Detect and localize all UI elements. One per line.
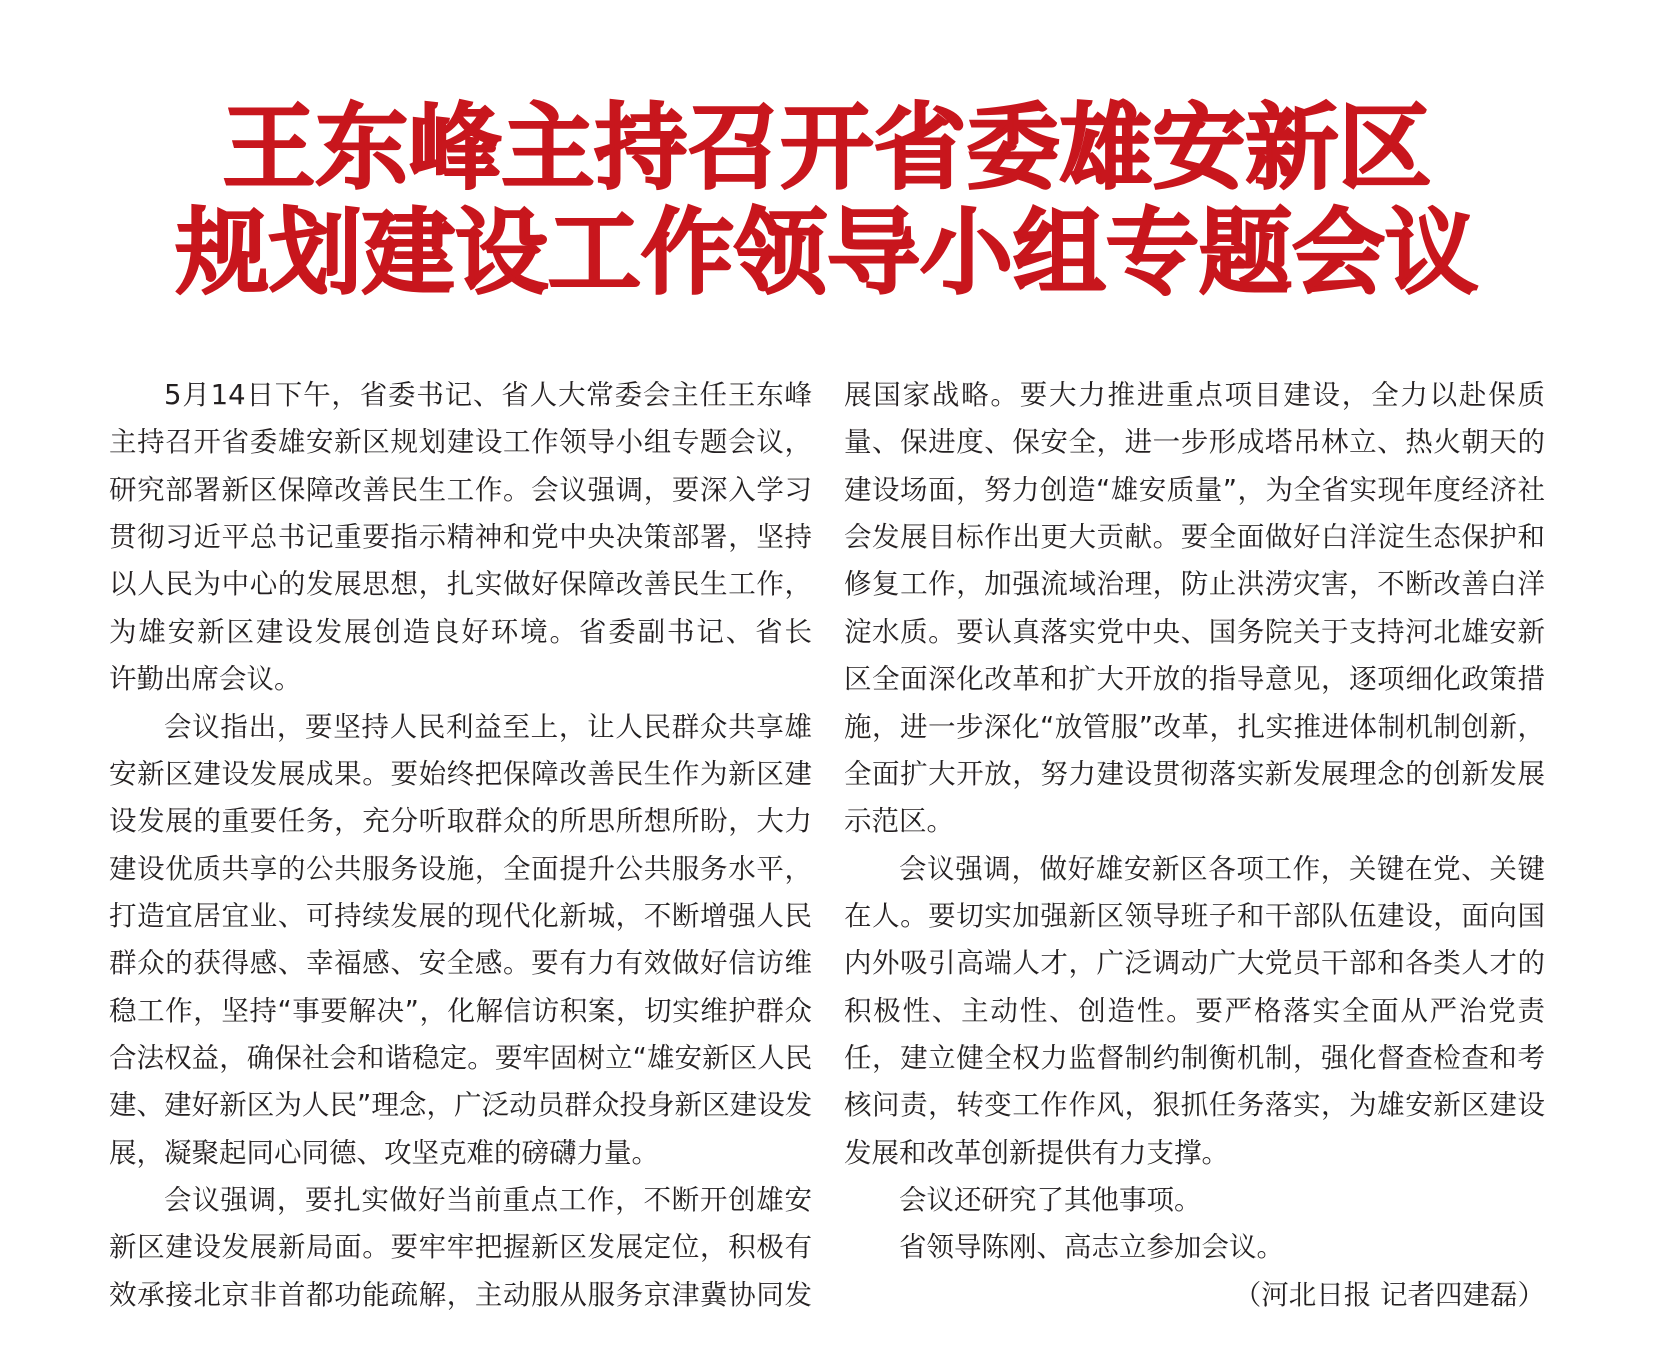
body-text-line: 会议强调，要扎实做好当前重点工作，不断开创雄安 — [164, 1184, 812, 1217]
paragraph-3-part-1 — [109, 1177, 812, 1319]
byline: （河北日报 记者四建磊） — [1233, 1278, 1545, 1311]
body-text-line: 建设优质共享的公共服务设施，全面提升公共服务水平， — [109, 852, 812, 885]
body-text-line: 发展和改革创新提供有力支撑。 — [844, 1136, 1229, 1169]
paragraph-3-part-2 — [844, 372, 1545, 846]
body-text-line: 建、建好新区为人民”理念，广泛动员群众投身新区建设发 — [109, 1089, 812, 1122]
body-text-line: 示范区。 — [844, 805, 954, 838]
body-text-line: 新区建设发展新局面。要牢牢把握新区发展定位，积极有 — [109, 1231, 812, 1264]
body-text-line: 量、保进度、保安全，进一步形成塔吊林立、热火朝天的 — [844, 426, 1545, 459]
paragraph-6 — [844, 1224, 1545, 1271]
body-text-line: 区全面深化改革和扩大开放的指导意见，逐项细化政策措 — [844, 663, 1545, 696]
body-text-line: 会议还研究了其他事项。 — [899, 1184, 1202, 1217]
body-text-line: 安新区建设发展成果。要始终把保障改善民生作为新区建 — [109, 757, 812, 790]
left-column — [109, 372, 812, 1319]
body-text-line: 修复工作，加强流域治理，防止洪涝灾害，不断改善白洋 — [844, 568, 1545, 601]
body-text-line: 省领导陈刚、高志立参加会议。 — [899, 1231, 1284, 1264]
body-text-line: 主持召开省委雄安新区规划建设工作领导小组专题会议， — [109, 426, 812, 459]
right-column — [844, 372, 1545, 1319]
body-text-line: 核问责，转变工作作风，狠抓任务落实，为雄安新区建设 — [844, 1089, 1545, 1122]
body-text-line: 全面扩大开放，努力建设贯彻落实新发展理念的创新发展 — [844, 757, 1545, 790]
body-text-line: 以人民为中心的发展思想，扎实做好保障改善民生工作， — [109, 568, 812, 601]
body-text-line: 会议指出，要坚持人民利益至上，让人民群众共享雄 — [164, 710, 812, 743]
paragraph-5 — [844, 1177, 1545, 1224]
body-text-line: 5月14日下午，省委书记、省人大常委会主任王东峰 — [164, 379, 812, 411]
body-text-line: 积极性、主动性、创造性。要严格落实全面从严治党责 — [844, 994, 1545, 1027]
body-text-line: 在人。要切实加强新区领导班子和干部队伍建设，面向国 — [844, 899, 1545, 932]
body-text-line: 展，凝聚起同心同德、攻坚克难的磅礴力量。 — [109, 1136, 659, 1169]
body-text-line: 会发展目标作出更大贡献。要全面做好白洋淀生态保护和 — [844, 521, 1545, 554]
body-text-line: 打造宜居宜业、可持续发展的现代化新城，不断增强人民 — [109, 899, 812, 932]
headline-line-2: 规划建设工作领导小组专题会议 — [176, 199, 1478, 307]
headline — [0, 96, 1654, 306]
headline-line-1: 王东峰主持召开省委雄安新区 — [222, 94, 1432, 202]
body-text-line: 研究部署新区保障改善民生工作。会议强调，要深入学习 — [109, 473, 812, 506]
body-text-line: 许勤出席会议。 — [109, 663, 302, 696]
body-text-line: 合法权益，确保社会和谐稳定。要牢固树立“雄安新区人民 — [109, 1042, 812, 1075]
body-text-line: 为雄安新区建设发展创造良好环境。省委副书记、省长 — [109, 615, 812, 648]
body-text-line: 会议强调，做好雄安新区各项工作，关键在党、关键 — [899, 852, 1545, 885]
paragraph-2 — [109, 704, 812, 1178]
body-text-line: 效承接北京非首都功能疏解，主动服从服务京津冀协同发 — [109, 1278, 812, 1311]
body-text-line: 贯彻习近平总书记重要指示精神和党中央决策部署，坚持 — [109, 521, 812, 554]
body-text-line: 施，进一步深化“放管服”改革，扎实推进体制机制创新， — [844, 710, 1545, 743]
body-text-line: 稳工作，坚持“事要解决”，化解信访积案，切实维护群众 — [109, 994, 812, 1027]
body-text-line: 内外吸引高端人才，广泛调动广大党员干部和各类人才的 — [844, 947, 1545, 980]
body-text-line: 群众的获得感、幸福感、安全感。要有力有效做好信访维 — [109, 947, 812, 980]
body-text-line: 任，建立健全权力监督制约制衡机制，强化督查检查和考 — [844, 1042, 1545, 1075]
body-text-line: 建设场面，努力创造“雄安质量”，为全省实现年度经济社 — [844, 473, 1545, 506]
body-text-line: 设发展的重要任务，充分听取群众的所思所想所盼，大力 — [109, 805, 812, 838]
paragraph-1 — [109, 372, 812, 704]
body-text-line: 展国家战略。要大力推进重点项目建设，全力以赴保质 — [844, 379, 1545, 411]
body-text-line: 淀水质。要认真落实党中央、国务院关于支持河北雄安新 — [844, 615, 1545, 648]
paragraph-4 — [844, 846, 1545, 1178]
